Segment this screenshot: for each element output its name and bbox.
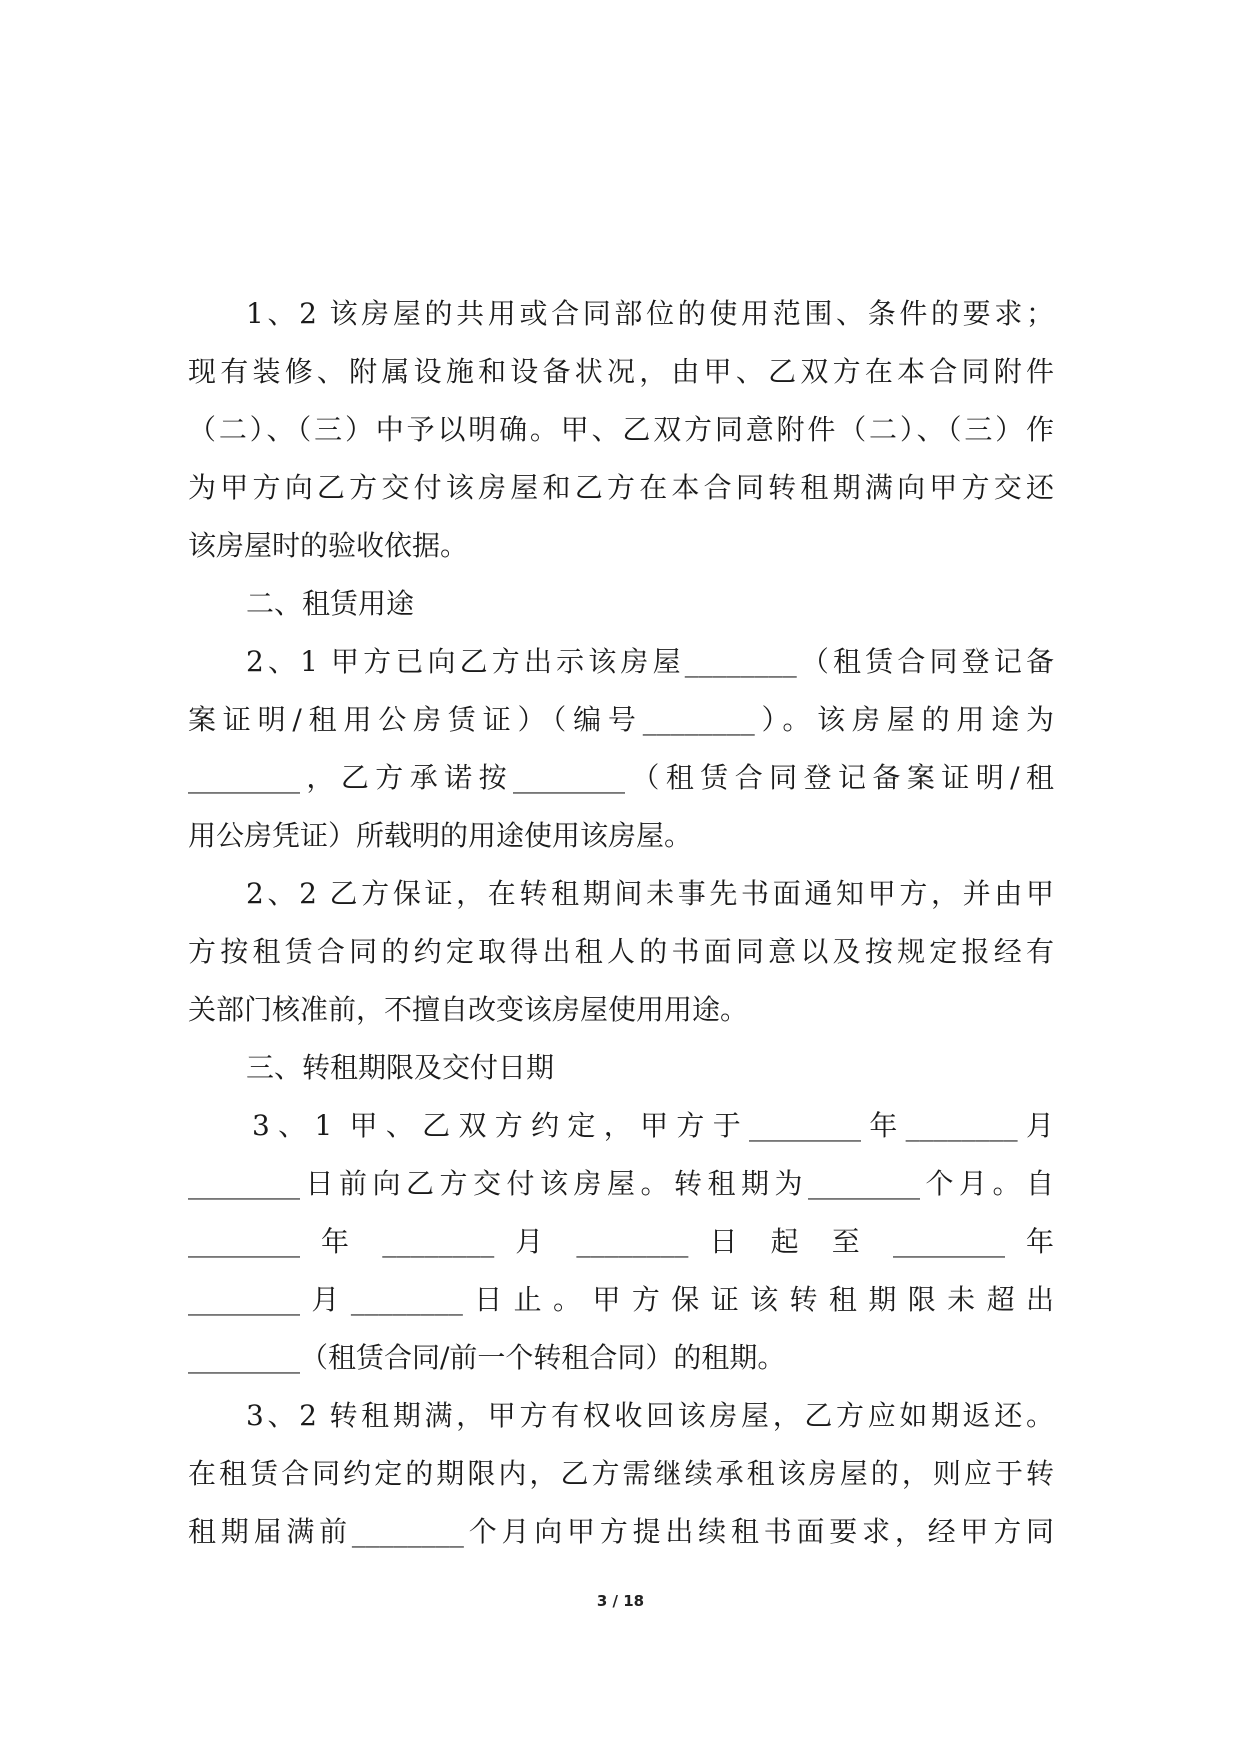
section-heading: 二、租赁用途 bbox=[246, 587, 415, 620]
text-line: 3、1 甲、乙双方约定，甲方于________年________月 bbox=[252, 1109, 1054, 1142]
text-line: 现有装修、附属设施和设备状况，由甲、乙双方在本合同附件 bbox=[188, 355, 1054, 388]
text-line: 方按租赁合同的约定取得出租人的书面同意以及按规定报经有 bbox=[188, 935, 1054, 968]
text-line: 该房屋时的验收依据。 bbox=[188, 529, 469, 562]
text-line: 租期届满前________个月向甲方提出续租书面要求，经甲方同 bbox=[188, 1515, 1054, 1548]
text-line: （二）、（三）中予以明确。甲、乙双方同意附件（二）、（三）作 bbox=[188, 413, 1054, 446]
text-line: 2、1 甲方已向乙方出示该房屋________（租赁合同登记备 bbox=[246, 645, 1054, 678]
text-line: ________（租赁合同/前一个转租合同）的租期。 bbox=[188, 1341, 786, 1374]
page-number: 3 / 18 bbox=[596, 1592, 645, 1610]
section-heading: 三、转租期限及交付日期 bbox=[246, 1051, 555, 1084]
text-line: 用公房凭证）所载明的用途使用该房屋。 bbox=[188, 819, 693, 852]
text-line: 2、2 乙方保证，在转租期间未事先书面通知甲方，并由甲 bbox=[246, 877, 1054, 910]
text-line: 关部门核准前，不擅自改变该房屋使用用途。 bbox=[188, 993, 749, 1026]
text-line: ________，乙方承诺按________（租赁合同登记备案证明/租 bbox=[188, 761, 1054, 794]
text-line: 3、2 转租期满，甲方有权收回该房屋，乙方应如期返还。 bbox=[246, 1399, 1054, 1432]
text-line: ________日前向乙方交付该房屋。转租期为________个月。自 bbox=[188, 1167, 1054, 1200]
text-line: 1、2 该房屋的共用或合同部位的使用范围、条件的要求； bbox=[246, 297, 1054, 330]
text-line: 案证明/租用公房赁证）（编号________）。该房屋的用途为 bbox=[188, 703, 1054, 736]
text-line: ________月________日止。甲方保证该转租期限未超出 bbox=[188, 1283, 1054, 1316]
text-line: 为甲方向乙方交付该房屋和乙方在本合同转租期满向甲方交还 bbox=[188, 471, 1054, 504]
text-line: ________ 年 ________ 月 ________ 日 起 至 ________ 年 bbox=[188, 1225, 1054, 1258]
text-line: 在租赁合同约定的期限内，乙方需继续承租该房屋的，则应于转 bbox=[188, 1457, 1054, 1490]
